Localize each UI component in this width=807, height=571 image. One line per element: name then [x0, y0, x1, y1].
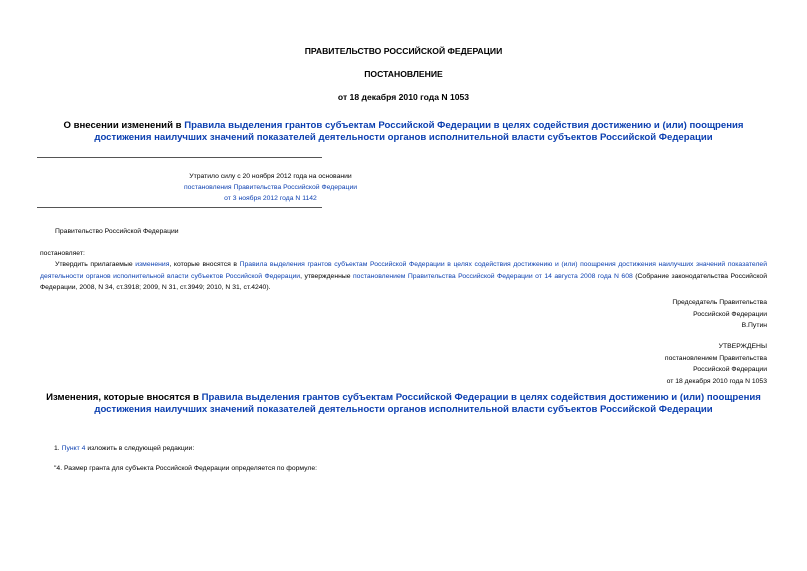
divider-bottom — [37, 207, 322, 208]
approved-line2: постановлением Правительства — [664, 354, 767, 362]
changes-rules-link[interactable]: Правила выделения грантов субъектам Российской Федерации в целях содействия достижению и (или) поощрения достижения наилучших значений показателей деятельности органов исполнительной власти субъектов Российской Федерации — [94, 392, 761, 415]
p1-text4: (Собрание законодательства Российской Федерации, 2008, N 34, ст.3918; 2009, N 31, ст.3949; 2010, N 31, ст.4240). — [40, 272, 767, 291]
approved-line3: Российской Федерации — [693, 366, 767, 374]
repeal-decree-link[interactable]: постановления Правительства Российской Федерации — [183, 184, 358, 191]
changes-link[interactable]: изменения — [135, 261, 170, 268]
status-note-text: Утратило силу с 20 ноября 2012 года на основании — [189, 173, 352, 180]
p1-text1: Утвердить прилагаемые — [55, 261, 136, 268]
body-paragraph — [40, 259, 767, 294]
signature-position: Председатель Правительства — [672, 299, 767, 306]
approved-line4: от 18 декабря 2010 года N 1053 — [666, 377, 767, 385]
item-1-num: 1. — [54, 445, 62, 452]
status-note — [37, 171, 504, 204]
signature-block — [517, 297, 767, 332]
body-resolves: постановляет: — [40, 250, 85, 257]
title-prefix: О внесении изменений в — [63, 120, 185, 131]
decree-608-link[interactable]: постановлением Правительства Российской Федерации от 14 августа 2008 года N 608 — [353, 272, 633, 280]
body-government: Правительство Российской Федерации — [55, 228, 179, 235]
p1-text3: , утвержденные — [300, 272, 353, 280]
document-title — [40, 120, 767, 144]
signature-name: В.Путин — [741, 322, 767, 330]
item-1-text: изложить в следующей редакции: — [85, 445, 195, 452]
changes-title — [40, 392, 767, 416]
doc-date-number: от 18 декабря 2010 года N 1053 — [337, 92, 470, 102]
repeal-decree-date-link[interactable]: от 3 ноября 2012 года N 1142 — [224, 195, 317, 202]
approved-block — [517, 341, 767, 387]
signature-org: Российской Федерации — [693, 310, 767, 318]
divider-top — [37, 157, 322, 158]
doc-type-heading: ПОСТАНОВЛЕНИЕ — [364, 69, 443, 79]
item-1-point-link[interactable]: Пункт 4 — [61, 445, 86, 452]
title-rules-link[interactable]: Правила выделения грантов субъектам Российской Федерации в целях содействия достижению и (или) поощрения достижения наилучших значений показателей деятельности органов исполнительной власти субъектов Российской Федерации — [94, 120, 744, 143]
changes-prefix: Изменения, которые вносятся в — [46, 392, 202, 403]
item-1 — [54, 443, 654, 455]
item-2: "4. Размер гранта для субъекта Российской Федерации определяется по формуле: — [54, 465, 318, 472]
rules-link[interactable]: Правила выделения грантов субъектам Российской Федерации в целях содействия достижению и (или) поощрения достижения наилучших значений показателей деятельности органов исполнительной власти субъектов Российской Федерации — [40, 261, 767, 280]
government-heading: ПРАВИТЕЛЬСТВО РОССИЙСКОЙ ФЕДЕРАЦИИ — [304, 46, 503, 56]
p1-text2: , которые вносятся в — [169, 261, 240, 268]
approved-label: УТВЕРЖДЕНЫ — [718, 343, 767, 350]
